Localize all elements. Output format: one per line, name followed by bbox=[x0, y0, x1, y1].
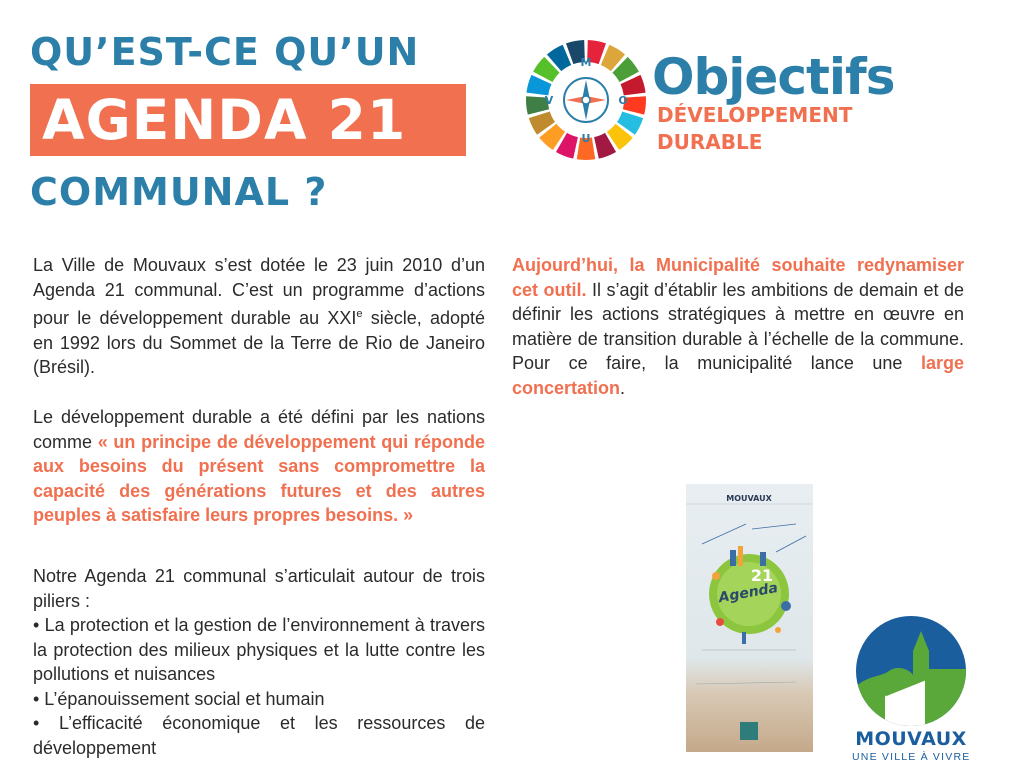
mouvaux-logo-name: MOUVAUX bbox=[855, 728, 967, 750]
pillar-item: • L’efficacité économique et les ressources de développement bbox=[33, 713, 485, 758]
brochure-brand: MOUVAUX bbox=[726, 494, 772, 503]
mouvaux-logo bbox=[855, 615, 967, 727]
definition-quote: « un principe de développement qui réponde aux besoins du présent sans compromettre la capacité des générations futures et des autres peuples à satisfaire leurs propres besoins. » bbox=[33, 431, 485, 525]
paragraph-intro-text: La Ville de Mouvaux s’est dotée le 23 juin 2010 d’un Agenda 21 communal. C’est un programme d’actions pour le développement durable au XXI bbox=[33, 255, 485, 328]
pillars-intro: Notre Agenda 21 communal s’articulait autour de trois piliers : bbox=[33, 566, 485, 611]
paragraph-today bbox=[512, 253, 964, 400]
concertation-highlight: large concertation bbox=[512, 353, 964, 398]
paragraph-intro bbox=[33, 253, 485, 380]
heading-highlight-box bbox=[30, 84, 466, 156]
paragraph-definition-text: Le développement durable a été défini par les nations comme bbox=[33, 407, 485, 452]
wheel-letter-v: V bbox=[544, 94, 554, 107]
sdg-wheel-logo bbox=[524, 38, 648, 162]
paragraph-intro-sup: e bbox=[356, 308, 363, 320]
sdg-subtitle-1: DÉVELOPPEMENT bbox=[657, 103, 853, 127]
wheel-letter-u: U bbox=[581, 132, 591, 145]
pillar-item: • L’épanouissement social et humain bbox=[33, 688, 325, 709]
paragraph-definition bbox=[33, 405, 485, 528]
brochure-title: Agenda bbox=[717, 579, 780, 607]
today-end: . bbox=[620, 377, 626, 398]
wheel-letter-o: O bbox=[618, 94, 628, 107]
pillar-item: • La protection et la gestion de l’environnement à travers la protection des milieux physiques et la lutte contre les pollutions et nuisances bbox=[33, 615, 485, 684]
today-body: Il s’agit d’établir les ambitions de demain et de définir les actions stratégiques à mettre en œuvre en matière de transition durable à l’échelle de la commune. Pour ce faire, la municipalité lance une bbox=[512, 279, 964, 373]
heading-line-2: AGENDA 21 bbox=[42, 88, 407, 152]
today-highlight: Aujourd’hui, la Municipalité souhaite redynamiser cet outil. bbox=[512, 255, 964, 300]
wheel-letter-m: M bbox=[580, 56, 592, 69]
agenda21-brochure-image bbox=[686, 484, 813, 752]
paragraph-intro-text-end: siècle, adopté en 1992 lors du Sommet de la Terre de Rio de Janeiro (Brésil). bbox=[33, 308, 485, 377]
paragraph-pillars bbox=[33, 564, 485, 760]
heading-line-3: COMMUNAL ? bbox=[30, 170, 328, 214]
mouvaux-logo-tagline: UNE VILLE À VIVRE bbox=[852, 751, 971, 763]
heading-line-1: QU’EST-CE QU’UN bbox=[30, 30, 420, 74]
sdg-subtitle-2: DURABLE bbox=[657, 130, 763, 154]
brochure-number: 21 bbox=[750, 566, 774, 585]
sdg-title: Objectifs bbox=[652, 48, 895, 106]
